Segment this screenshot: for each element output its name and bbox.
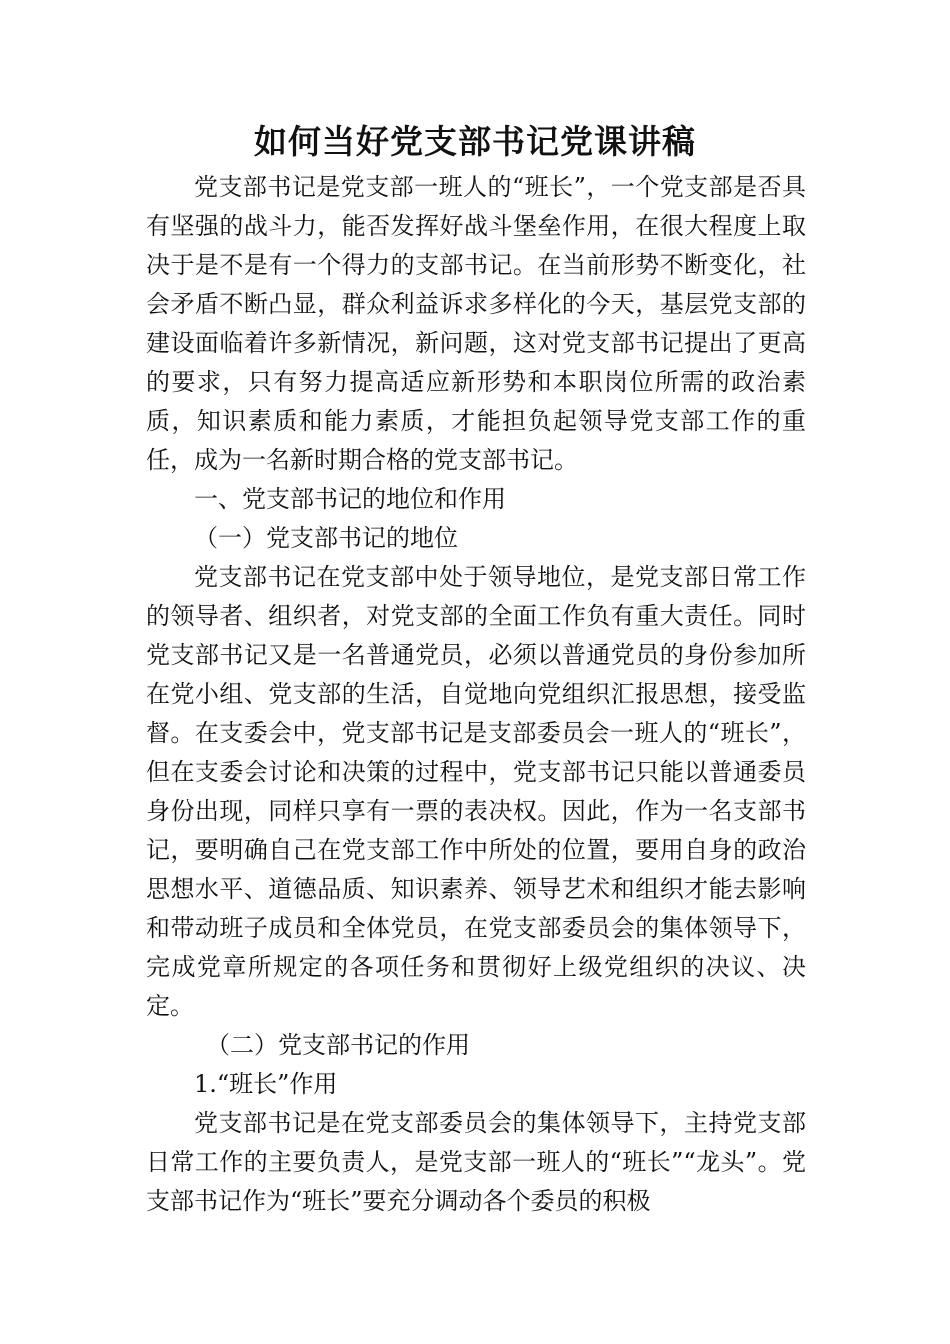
paragraph-position: 党支部书记在党支部中处于领导地位，是党支部日常工作的领导者、组织者，对党支部的全面工作负有重大责任。同时党支部书记又是一名普通党员，必须以普通党员的身份参加所在党小组、党支部的生活，自觉地向党组织汇报思想，接受监督。在支委会中，党支部书记是支部委员会一班人的“班长”，但在支委会讨论和决策的过程中，党支部书记只能以普通委员身份出现，同样只享有一票的表决权。因此，作为一名支部书记，要明确自己在党支部工作中所处的位置，要用自身的政治思想水平、道德品质、知识素养、领导艺术和组织才能去影响和带动班子成员和全体党员，在党支部委员会的集体领导下，完成党章所规定的各项任务和贯彻好上级党组织的决议、决定。 (146, 563, 806, 1020)
document-body (146, 168, 806, 1221)
page-title: 如何当好党支部书记党课讲稿 (254, 122, 696, 161)
paragraph-intro: 党支部书记是党支部一班人的“班长”，一个党支部是否具有坚强的战斗力，能否发挥好战斗堡垒作用，在很大程度上取决于是不是有一个得力的支部书记。在当前形势不断变化，社会矛盾不断凸显，群众利益诉求多样化的今天，基层党支部的建设面临着许多新情况，新问题，这对党支部书记提出了更高的要求，只有努力提高适应新形势和本职岗位所需的政治素质，知识素质和能力素质，才能担负起领导党支部工作的重任，成为一名新时期合格的党支部书记。 (146, 173, 806, 474)
subsection-heading-1: （一）党支部书记的地位 (194, 524, 458, 552)
paragraph-monitor-role: 党支部书记是在党支部委员会的集体领导下，主持党支部日常工作的主要负责人，是党支部一班人的“班长”“龙头”。党支部书记作为“班长”要充分调动各个委员的积极 (146, 1109, 806, 1215)
item-heading-1: 1.“班长”作用 (194, 1070, 338, 1098)
section-heading-1: 一、党支部书记的地位和作用 (194, 485, 506, 513)
subsection-heading-2: （二）党支部书记的作用 (206, 1031, 470, 1059)
